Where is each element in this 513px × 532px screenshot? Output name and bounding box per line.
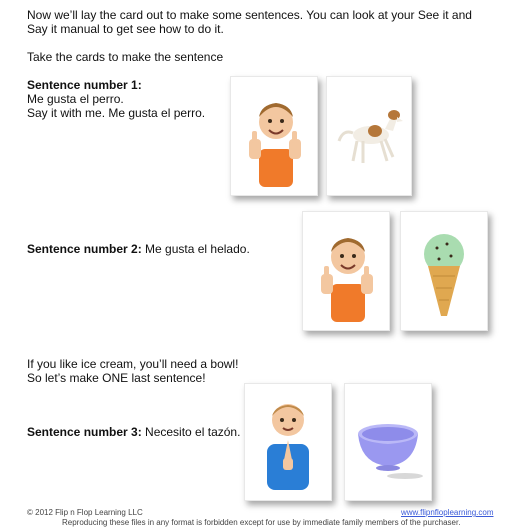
footer-notice: Reproducing these files in any format is forbidden except for use by immediate family members of the purchaser. xyxy=(62,518,461,527)
card-ice-cream[interactable] xyxy=(400,211,488,331)
sentence-2-label: Sentence number 2: xyxy=(27,242,142,256)
sentence-3-text: Necesito el tazón. xyxy=(141,425,241,439)
card-boy-thumbs-up-1[interactable] xyxy=(230,76,318,196)
card-boy-praying[interactable] xyxy=(244,383,332,501)
intro-line-1: Now we’ll lay the card out to make some sentences. You can look at your See it and xyxy=(27,8,472,22)
footer-website-link[interactable]: www.flipnfloplearning.com xyxy=(401,508,494,517)
instruction-text: Take the cards to make the sentence xyxy=(27,50,224,64)
card-bowl[interactable] xyxy=(344,383,432,501)
sentence-2-text: Me gusta el helado. xyxy=(141,242,250,256)
footer-copyright: © 2012 Flip n Flop Learning LLC xyxy=(27,508,143,517)
ice-cream-cone-icon xyxy=(401,212,487,330)
dog-icon xyxy=(327,77,411,195)
bowl-icon xyxy=(345,384,431,500)
sentence-1-say: Say it with me. Me gusta el perro. xyxy=(27,106,206,120)
card-boy-thumbs-up-2[interactable] xyxy=(302,211,390,331)
sentence-1-text: Me gusta el perro. xyxy=(27,92,124,106)
boy-thumbs-up-icon xyxy=(231,77,317,195)
boy-thumbs-up-icon xyxy=(303,212,389,330)
boy-praying-hands-icon xyxy=(245,384,331,500)
sentence-3-label: Sentence number 3: xyxy=(27,425,142,439)
sentence-1-label: Sentence number 1: xyxy=(27,78,142,92)
bridge-line-1: If you like ice cream, you’ll need a bowl! xyxy=(27,357,239,371)
intro-line-2: Say it manual to get see how to do it. xyxy=(27,22,224,36)
bridge-line-2: So let’s make ONE last sentence! xyxy=(27,371,206,385)
card-dog[interactable] xyxy=(326,76,412,196)
sentence-2 xyxy=(27,242,250,256)
sentence-3 xyxy=(27,425,240,439)
